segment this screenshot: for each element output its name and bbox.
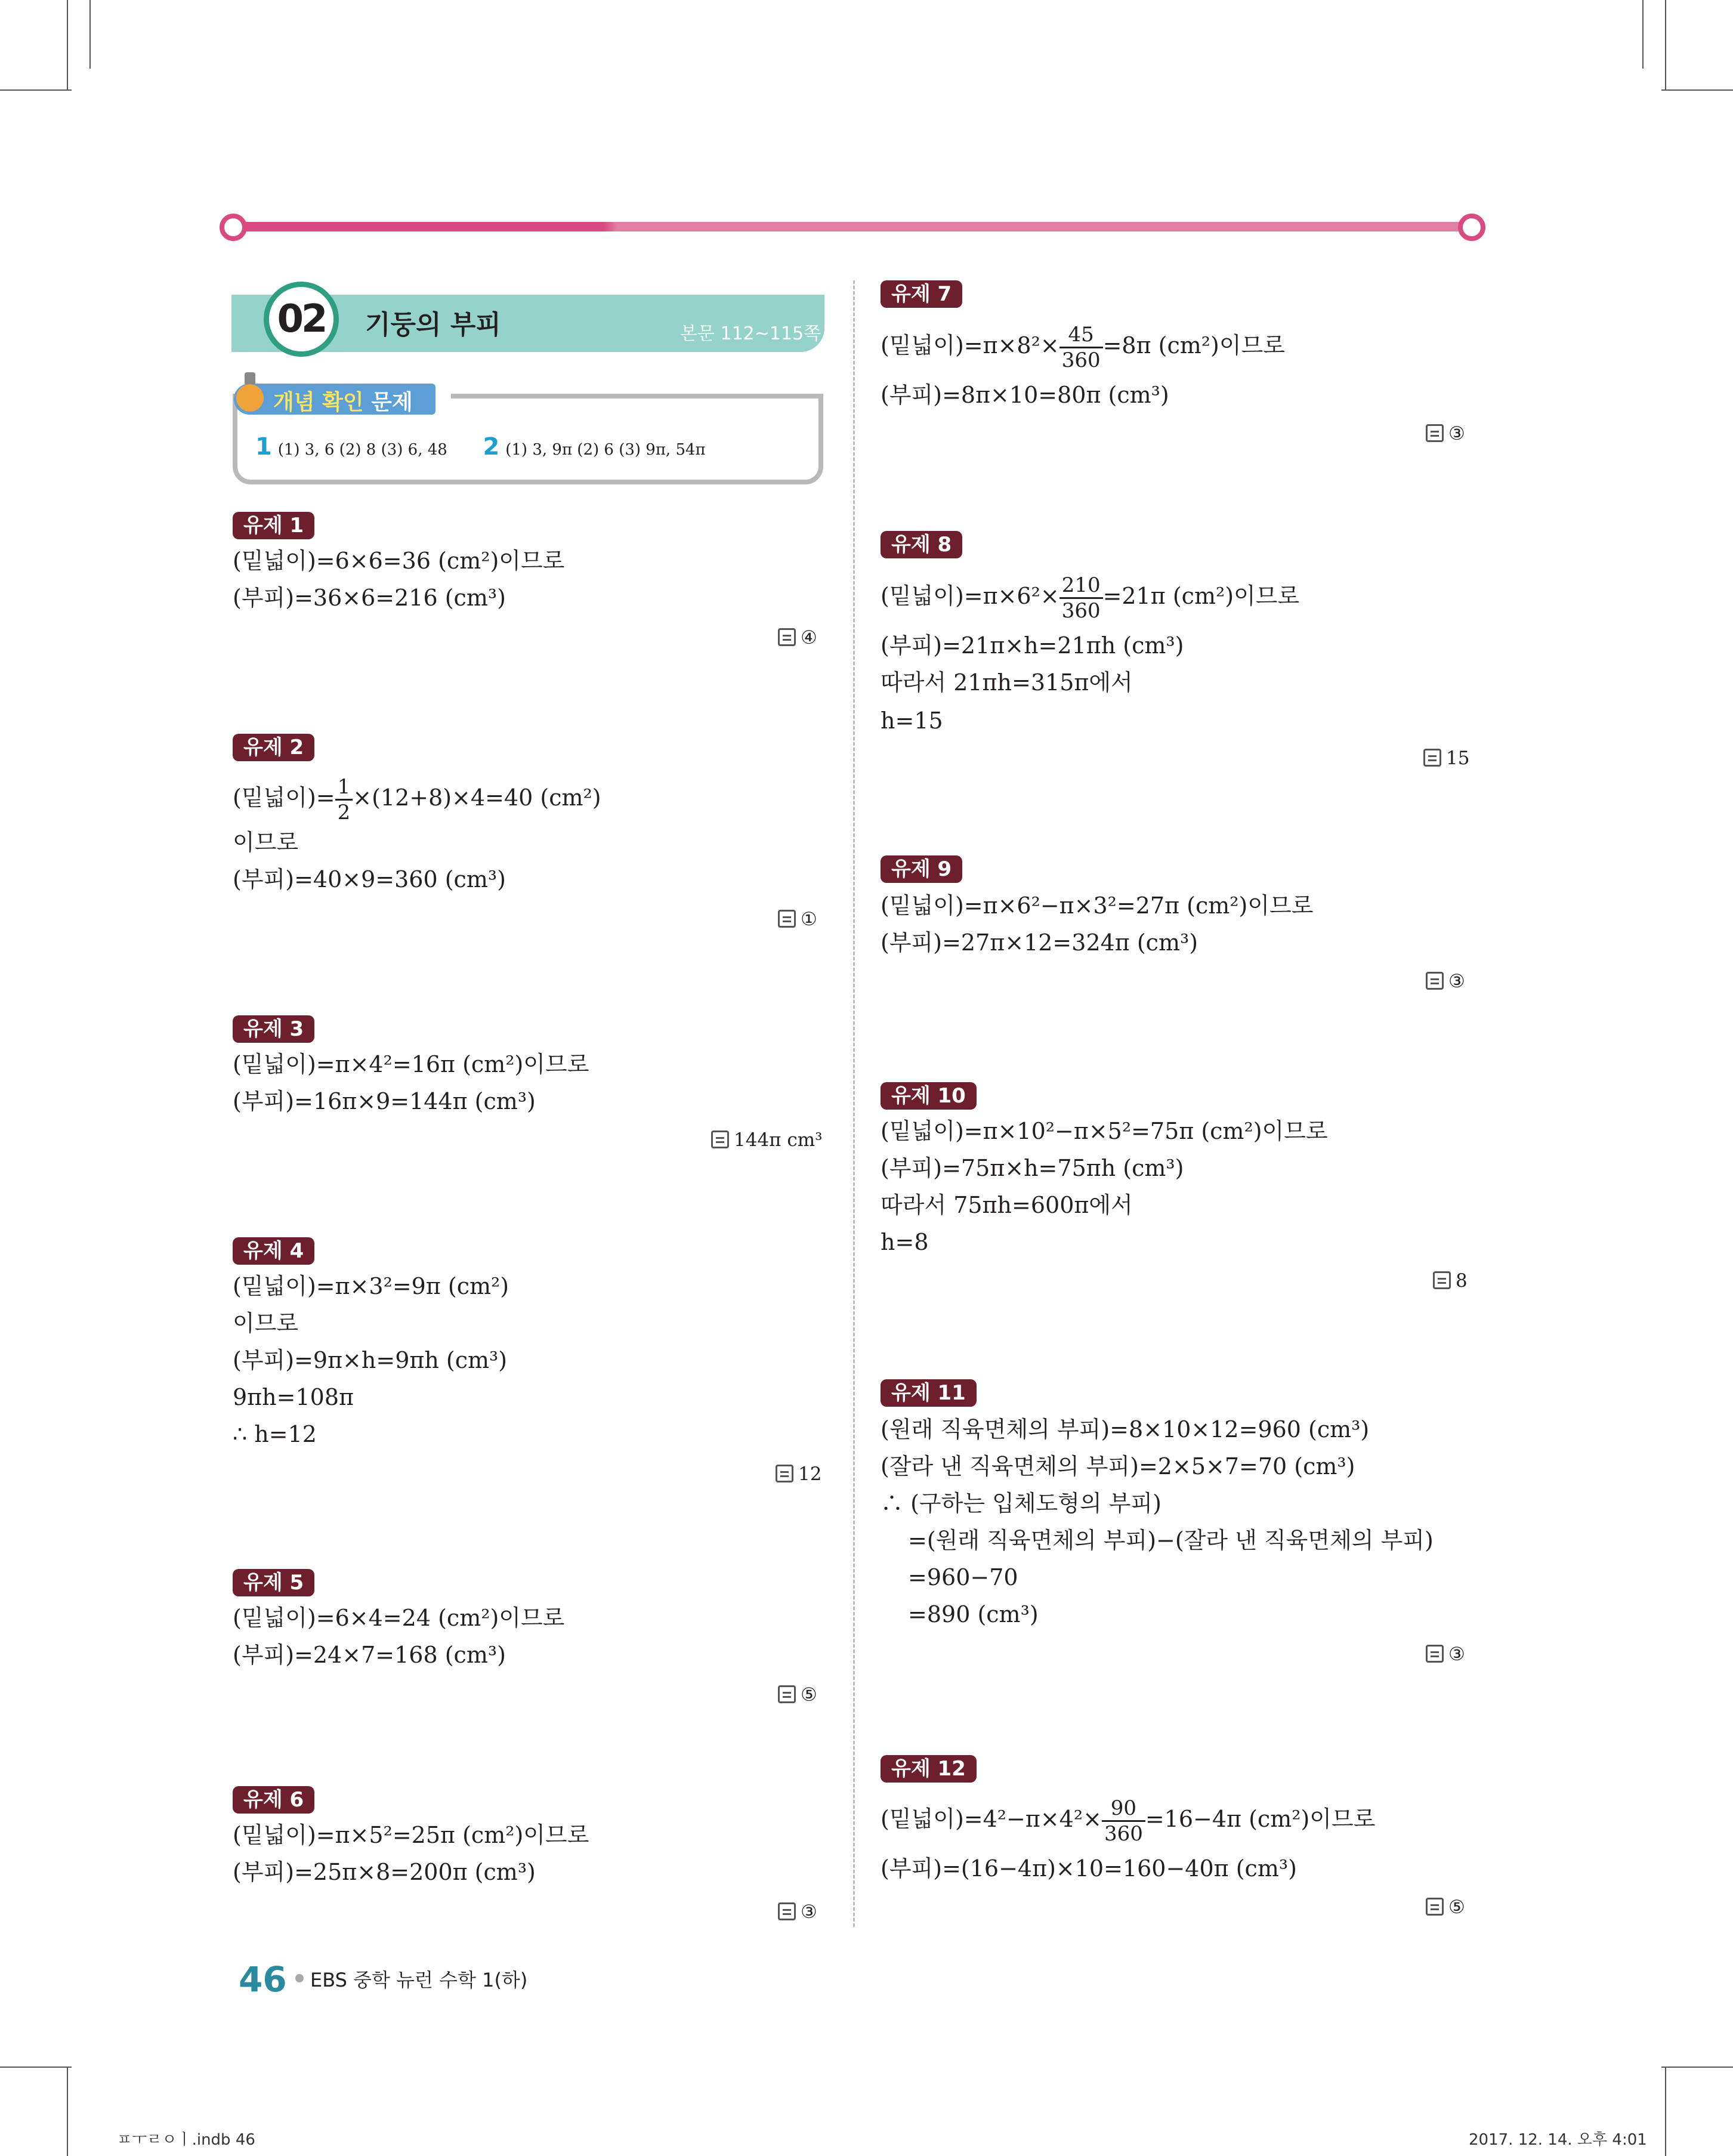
answer-icon [1426, 972, 1444, 990]
print-slug-file: ㅍㅜㄹㅇㅣ.indb 46 [117, 2131, 255, 2149]
section-number-badge: 02 [264, 282, 339, 357]
fraction: $\frac{90}{360}$ [1102, 1796, 1145, 1846]
solution-line: (원래 직육면체의 부피)=8×10×12=960 (cm³) [881, 1416, 1370, 1443]
answer-icon [776, 1465, 793, 1482]
answer: ③ [778, 1899, 817, 1925]
top-decorative-bar [233, 222, 1472, 231]
solution-line: (부피)=27π×12=324π (cm³) [881, 929, 1198, 956]
problem-tag: 유제 6 [233, 1786, 314, 1814]
concept-answer-number: 1 [255, 433, 272, 461]
lightbulb-icon-base [245, 372, 255, 385]
answer: ⑤ [778, 1682, 817, 1707]
problem-tag: 유제 4 [233, 1237, 314, 1265]
solution-line: (밑넓이)=π×6²−π×3²=27π (cm²)이므로 [881, 892, 1314, 919]
solution-line: (밑넓이)=6×6=36 (cm²)이므로 [233, 548, 565, 574]
answer: ④ [778, 625, 817, 650]
problem-tag: 유제 5 [233, 1569, 314, 1596]
solution-line: (밑넓이)= $\frac{1}{2}$ ×(12+8)×4=40 (cm²) [233, 775, 601, 824]
solution-line: (밑넓이)=π×6²× $\frac{210}{360}$ =21π (cm²)이므로 [881, 573, 1300, 623]
concept-answer-text: (1) 3, 6 (2) 8 (3) 6, 48 [277, 441, 447, 459]
solution-line: (부피)=21π×h=21πh (cm³) [881, 632, 1184, 659]
solution-line: (밑넓이)=6×4=24 (cm²)이므로 [233, 1605, 565, 1631]
print-slug-date: 2017. 12. 14. 오후 4:01 [1469, 2131, 1647, 2149]
solution-line: (부피)=24×7=168 (cm³) [233, 1642, 506, 1668]
problem-tag: 유제 2 [233, 734, 314, 761]
solution-line: 따라서 21πh=315π에서 [881, 669, 1133, 696]
answer: ③ [1426, 421, 1465, 446]
solution-line: (부피)=40×9=360 (cm³) [233, 866, 506, 892]
answer-icon [1423, 749, 1441, 767]
solution-line: (밑넓이)=π×3²=9π (cm²) [233, 1273, 509, 1299]
concept-answer-number: 2 [483, 433, 500, 461]
lightbulb-icon [236, 384, 264, 412]
problem-tag: 유제 10 [881, 1082, 977, 1110]
answer-icon [1426, 1898, 1444, 1916]
answer-icon [1426, 424, 1444, 442]
answer: ① [778, 907, 817, 932]
problem-tag: 유제 12 [881, 1755, 977, 1783]
answer-icon [778, 1902, 796, 1920]
problem-tag: 유제 11 [881, 1379, 977, 1407]
solution-line: =(원래 직육면체의 부피)−(잘라 낸 직육면체의 부피) [908, 1527, 1434, 1553]
solution-line: =960−70 [908, 1564, 1018, 1590]
solution-line: (부피)=9π×h=9πh (cm³) [233, 1347, 508, 1373]
solution-line: (부피)=8π×10=80π (cm³) [881, 382, 1169, 408]
solution-line: ∴ (구하는 입체도형의 부피) [881, 1490, 1161, 1516]
solution-line: 이므로 [233, 829, 299, 855]
solution-line: (부피)=16π×9=144π (cm³) [233, 1088, 536, 1114]
concept-answer-text: (1) 3, 9π (2) 6 (3) 9π, 54π [505, 441, 706, 459]
concept-box-top-line [451, 394, 823, 399]
section-title: 기둥의 부피 [365, 310, 501, 340]
answer-icon [711, 1130, 729, 1148]
answer: 144π cm³ [711, 1128, 823, 1153]
answer-icon [778, 1685, 796, 1703]
problem-tag: 유제 3 [233, 1015, 314, 1043]
answer: 15 [1423, 746, 1469, 771]
solution-line: (부피)=75π×h=75πh (cm³) [881, 1155, 1184, 1181]
answer: 8 [1433, 1268, 1468, 1293]
answer: ③ [1426, 969, 1465, 994]
solution-line: 이므로 [233, 1310, 299, 1336]
fraction: $\frac{45}{360}$ [1059, 323, 1103, 372]
concept-answers [255, 433, 706, 461]
answer-icon [1433, 1271, 1451, 1289]
solution-line: (부피)=25π×8=200π (cm³) [233, 1859, 536, 1885]
problem-tag: 유제 7 [881, 280, 962, 308]
fraction: $\frac{210}{360}$ [1059, 573, 1103, 623]
problem-tag: 유제 8 [881, 531, 962, 558]
concept-check-label: 개념 확인 문제 [273, 390, 413, 415]
problem-tag: 유제 1 [233, 512, 314, 539]
solution-line: ∴ h=12 [233, 1421, 317, 1447]
page-number: 46 [239, 1959, 287, 2000]
solution-line: 따라서 75πh=600π에서 [881, 1192, 1133, 1218]
solution-line: h=8 [881, 1229, 929, 1255]
solution-line: (밑넓이)=π×10²−π×5²=75π (cm²)이므로 [881, 1118, 1328, 1144]
solution-line: h=15 [881, 708, 943, 734]
answer: 12 [776, 1462, 821, 1487]
section-page-ref: 본문 112~115쪽 [680, 323, 821, 344]
book-title: EBS 중학 뉴런 수학 1(하) [310, 1969, 528, 1991]
solution-line: (잘라 낸 직육면체의 부피)=2×5×7=70 (cm³) [881, 1453, 1355, 1479]
fraction: $\frac{1}{2}$ [335, 775, 353, 824]
answer-icon [778, 910, 796, 928]
answer-icon [778, 628, 796, 646]
solution-line: (부피)=36×6=216 (cm³) [233, 585, 506, 611]
solution-line: =890 (cm³) [908, 1601, 1039, 1627]
answer: ⑤ [1426, 1895, 1465, 1920]
solution-line: (밑넓이)=4²−π×4²× $\frac{90}{360}$ =16−4π (cm²)이므로 [881, 1796, 1376, 1846]
solution-line: (밑넓이)=π×8²× $\frac{45}{360}$ =8π (cm²)이므로 [881, 323, 1285, 372]
problem-tag: 유제 9 [881, 855, 962, 883]
solution-line: (밑넓이)=π×5²=25π (cm²)이므로 [233, 1822, 589, 1848]
solution-line: (밑넓이)=π×4²=16π (cm²)이므로 [233, 1051, 589, 1077]
column-divider [853, 280, 855, 1927]
top-bar-right-dot [1458, 214, 1485, 241]
answer-icon [1426, 1645, 1444, 1663]
answer: ③ [1426, 1642, 1465, 1667]
footer-dot [295, 1974, 304, 1982]
solution-line: (부피)=(16−4π)×10=160−40π (cm³) [881, 1855, 1297, 1882]
solution-line: 9πh=108π [233, 1384, 354, 1410]
top-bar-left-dot [220, 214, 247, 241]
